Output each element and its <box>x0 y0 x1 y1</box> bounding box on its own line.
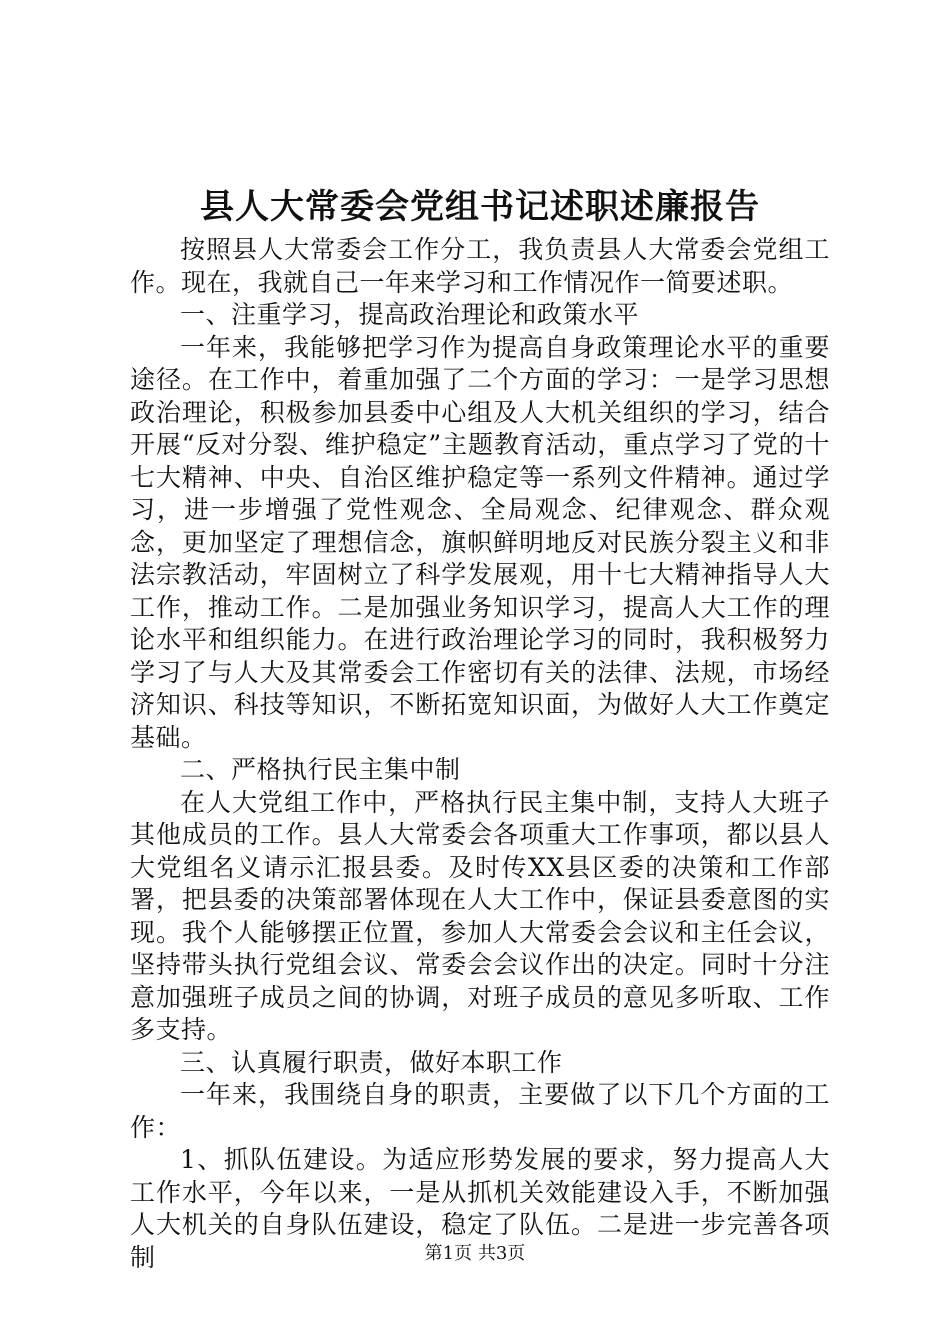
section-1-paragraph: 一年来，我能够把学习作为提高自身政策理论水平的重要途径。在工作中，着重加强了二个方面的学习：一是学习思想政治理论，积极参加县委中心组及人大机关组织的学习，结合开展“反对分裂、维护稳定”主题教育活动，重点学习了党的十七大精神、中央、自治区维护稳定等一系列文件精神。通过学习，进一步增强了党性观念、全局观念、纪律观念、群众观念，更加坚定了理想信念，旗帜鲜明地反对民族分裂主义和非法宗教活动，牢固树立了科学发展观，用十七大精神指导人大工作，推动工作。二是加强业务知识学习，提高人大工作的理论水平和组织能力。在进行政治理论学习的同时，我积极努力学习了与人大及其常委会工作密切有关的法律、法规，市场经济知识、科技等知识，不断拓宽知识面，为做好人大工作奠定基础。 <box>130 332 830 752</box>
document-body <box>130 234 830 1274</box>
section-3-intro-paragraph: 一年来，我围绕自身的职责，主要做了以下几个方面的工作： <box>130 1080 830 1142</box>
section-3-heading: 三、认真履行职责，做好本职工作 <box>180 1047 563 1077</box>
section-2-paragraph: 在人大党组工作中，严格执行民主集中制，支持人大班子其他成员的工作。县人大常委会各项重大工作事项，都以县人大党组名义请示汇报县委。及时传XX县区委的决策和工作部署，把县委的决策部署体现在人大工作中，保证县委意图的实现。我个人能够摆正位置，参加人大常委会会议和主任会议，坚持带头执行党组会议、常委会会议作出的决定。同时十分注意加强班子成员之间的协调，对班子成员的意见多听取、工作多支持。 <box>130 787 830 1044</box>
section-3-item-1-paragraph: 1、抓队伍建设。为适应形势发展的要求，努力提高人大工作水平，今年以来，一是从抓机关效能建设入手，不断加强人大机关的自身队伍建设，稳定了队伍。二是进一步完善各项制 <box>130 1145 830 1272</box>
intro-paragraph: 按照县人大常委会工作分工，我负责县人大常委会党组工作。现在，我就自己一年来学习和工作情况作一简要述职。 <box>130 235 830 297</box>
document-title: 县人大常委会党组书记述职述廉报告 <box>200 187 760 227</box>
section-2-heading: 二、严格执行民主集中制 <box>180 755 461 784</box>
page-number-footer: 第1页 共3页 <box>424 1243 526 1264</box>
section-1-heading: 一、注重学习，提高政治理论和政策水平 <box>180 300 640 329</box>
